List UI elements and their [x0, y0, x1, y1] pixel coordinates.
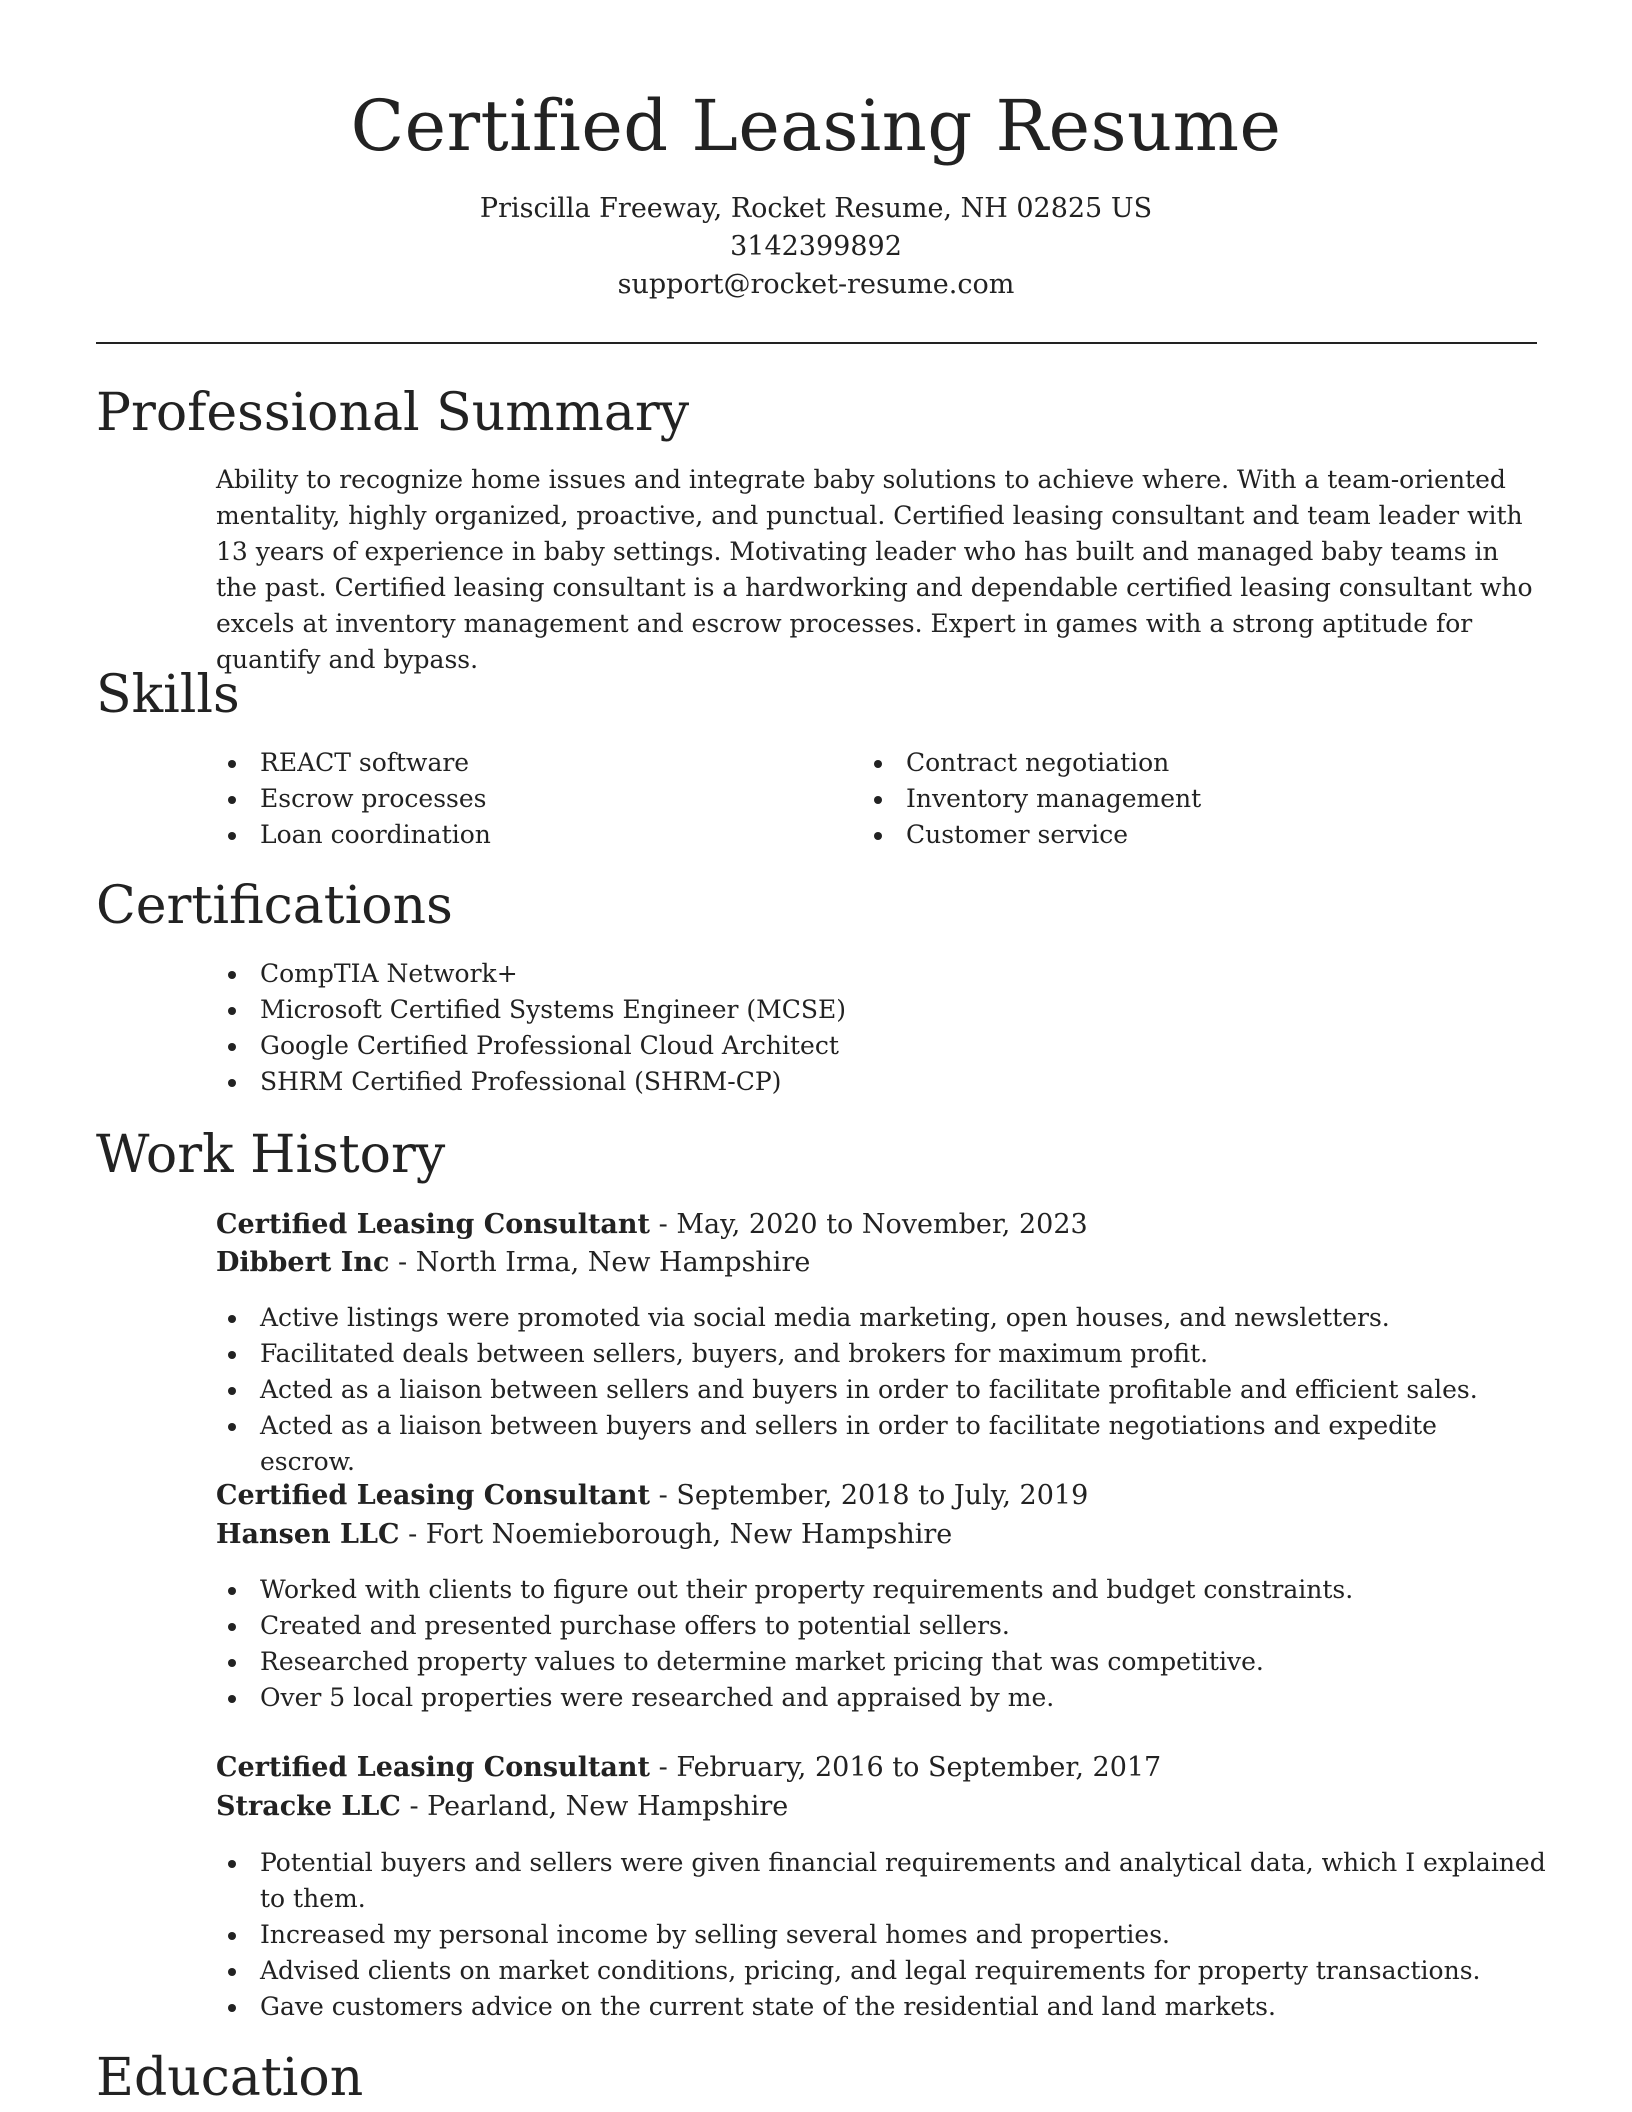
certification-item: CompTIA Network+: [216, 956, 1536, 992]
skills-list-right: [862, 745, 1482, 853]
skill-item: Loan coordination: [216, 817, 836, 853]
job-title: Certified Leasing Consultant: [216, 1480, 651, 1511]
job-bullet: Acted as a liaison between buyers and sellers in order to facilitate negotiations and expedite escrow.: [216, 1408, 1536, 1480]
summary-heading: Professional Summary: [96, 383, 690, 443]
job-bullet: Over 5 local properties were researched and appraised by me.: [216, 1680, 1536, 1716]
certification-item: Microsoft Certified Systems Engineer (MCSE): [216, 992, 1536, 1028]
skill-item: Contract negotiation: [862, 745, 1482, 781]
job-company: Hansen LLC: [216, 1519, 400, 1550]
job-dates: - February, 2016 to September, 2017: [650, 1752, 1162, 1783]
job-company-line: [216, 1788, 788, 1826]
skill-item: REACT software: [216, 745, 836, 781]
certifications-list: [216, 956, 1536, 1100]
skill-item: Customer service: [862, 817, 1482, 853]
job-dates: - September, 2018 to July, 2019: [650, 1480, 1089, 1511]
job-bullet: Acted as a liaison between sellers and buyers in order to facilitate profitable and efficient sales.: [216, 1372, 1536, 1408]
work-history-heading: Work History: [96, 1125, 446, 1185]
job-bullet: Advised clients on market conditions, pricing, and legal requirements for property transactions.: [216, 1953, 1546, 1989]
job-bullet: Facilitated deals between sellers, buyers, and brokers for maximum profit.: [216, 1336, 1536, 1372]
job-title: Certified Leasing Consultant: [216, 1209, 651, 1240]
job-company: Dibbert Inc: [216, 1247, 390, 1278]
job-dates: - May, 2020 to November, 2023: [650, 1209, 1088, 1240]
job-title-line: [216, 1749, 1161, 1787]
job-bullet: Worked with clients to figure out their property requirements and budget constraints.: [216, 1572, 1536, 1608]
skill-item: Escrow processes: [216, 781, 836, 817]
certifications-heading: Certifications: [96, 876, 453, 936]
job-title-line: [216, 1206, 1088, 1244]
job-title: Certified Leasing Consultant: [216, 1752, 651, 1783]
job-company-line: [216, 1244, 810, 1282]
job-bullet: Potential buyers and sellers were given financial requirements and analytical data, which I explained to them.: [216, 1845, 1546, 1917]
email: support@rocket-resume.com: [617, 269, 1015, 300]
certification-item: SHRM Certified Professional (SHRM-CP): [216, 1064, 1536, 1100]
job-location: - Fort Noemieborough, New Hampshire: [399, 1519, 953, 1550]
job-company-line: [216, 1516, 952, 1554]
job-bullet: Researched property values to determine market pricing that was competitive.: [216, 1644, 1536, 1680]
job-company: Stracke LLC: [216, 1791, 401, 1822]
education-heading: Education: [96, 2048, 364, 2108]
job-bullets: [216, 1572, 1536, 1716]
resume-header: [0, 0, 1632, 304]
job-title-line: [216, 1477, 1088, 1515]
job-bullet: Increased my personal income by selling several homes and properties.: [216, 1917, 1546, 1953]
job-bullet: Active listings were promoted via social media marketing, open houses, and newsletters.: [216, 1300, 1536, 1336]
skill-item: Inventory management: [862, 781, 1482, 817]
summary-text: Ability to recognize home issues and integrate baby solutions to achieve where. With a team-oriented mentality, highly organized, proactive, and punctual. Certified leasing consultant and team leader with 13 years of experience in baby settings. Motivating leader who has built and managed baby teams in the past. Certified leasing consultant is a hardworking and dependable certified leasing consultant who excels at inventory management and escrow processes. Expert in games with a strong aptitude for quantify and bypass.: [216, 465, 1533, 674]
job-location: - Pearland, New Hampshire: [400, 1791, 789, 1822]
job-location: - North Irma, New Hampshire: [389, 1247, 811, 1278]
job-bullet: Created and presented purchase offers to potential sellers.: [216, 1608, 1536, 1644]
resume-title: Certified Leasing Resume: [350, 85, 1282, 167]
job-bullets: [216, 1845, 1546, 2025]
phone: 3142399892: [730, 231, 902, 262]
skills-list-left: [216, 745, 836, 853]
certification-item: Google Certified Professional Cloud Architect: [216, 1028, 1536, 1064]
address: Priscilla Freeway, Rocket Resume, NH 02825 US: [479, 193, 1153, 224]
header-divider: [96, 342, 1537, 344]
job-bullets: [216, 1300, 1536, 1480]
skills-heading: Skills: [96, 665, 240, 725]
job-bullet: Gave customers advice on the current state of the residential and land markets.: [216, 1989, 1546, 2025]
contact-info: [0, 190, 1632, 304]
